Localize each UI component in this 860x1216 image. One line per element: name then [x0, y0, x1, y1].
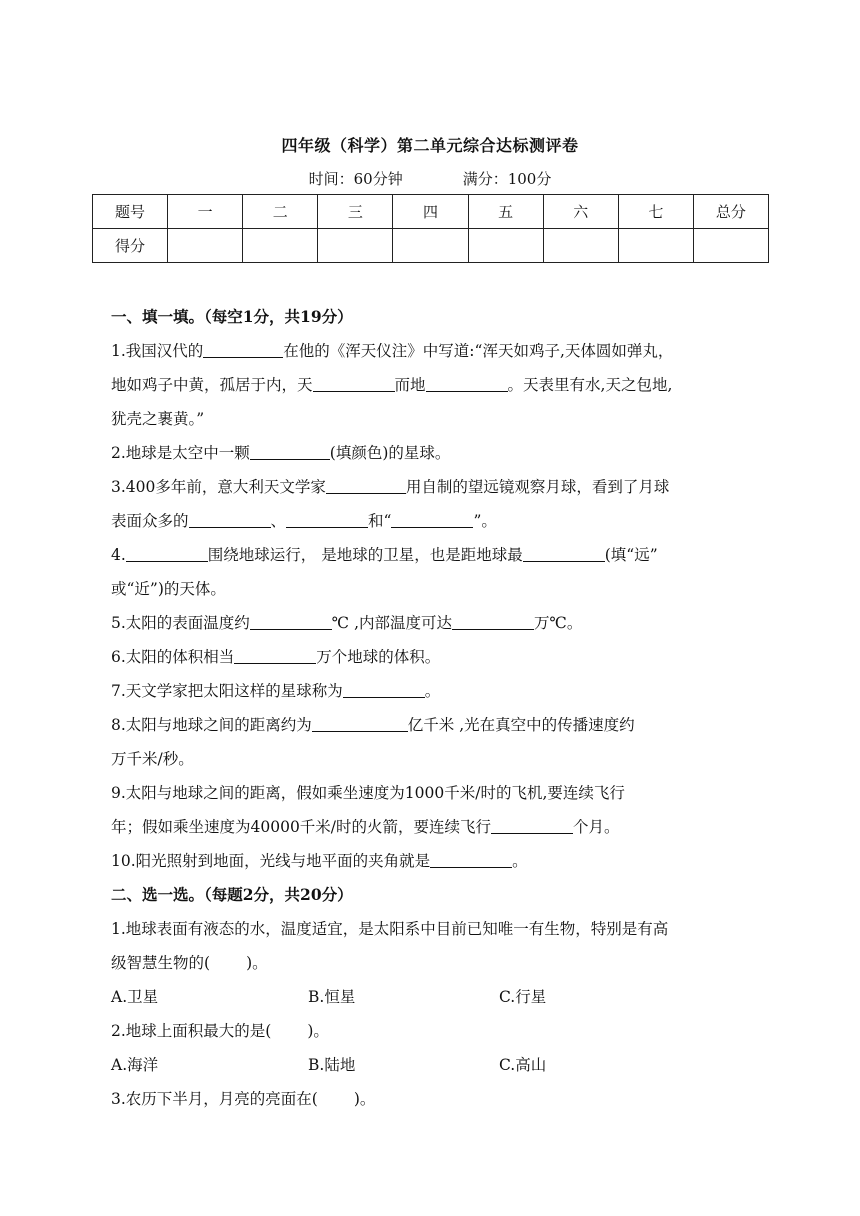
question-text: 年；假如乘坐速度为40000千米/时的火箭，要连续飞行 — [111, 818, 492, 836]
question-line — [111, 1082, 751, 1116]
question-text: 犹壳之裹黄。” — [111, 410, 205, 428]
question-text: 3.农历下半月，月亮的亮面在( — [111, 1090, 318, 1108]
question-line — [111, 334, 751, 368]
question-text: 万℃。 — [534, 614, 583, 632]
question-text: ”。 — [473, 512, 497, 530]
answer-blank[interactable] — [250, 611, 332, 630]
answer-blank[interactable] — [491, 815, 573, 834]
question-line — [111, 844, 751, 878]
question-text: (填“远” — [604, 546, 658, 564]
question-text: 1.我国汉代的 — [111, 342, 204, 360]
question-text: 级智慧生物的( — [111, 954, 211, 972]
answer-blank[interactable] — [452, 611, 534, 630]
question-text: )。 — [353, 1090, 376, 1108]
question-text: 5.太阳的表面温度约 — [111, 614, 250, 632]
answer-blank[interactable] — [126, 543, 208, 562]
question-line — [111, 1014, 751, 1048]
question-text: 而地 — [394, 376, 426, 394]
question-line — [111, 640, 751, 674]
question-line — [111, 368, 751, 402]
question-text: 。 — [512, 852, 528, 870]
score-row-label: 得分 — [93, 229, 168, 263]
score-table-score-row — [93, 229, 769, 263]
answer-blank[interactable] — [430, 849, 512, 868]
score-input-cell[interactable] — [618, 229, 693, 263]
question-text: 或“近”)的天体。 — [111, 580, 226, 598]
answer-blank[interactable] — [250, 441, 330, 460]
question-text: 2.地球上面积最大的是( — [111, 1022, 272, 1040]
answer-blank[interactable] — [523, 543, 605, 562]
section-title: 一、填一填。（每空1分，共19分） — [111, 307, 353, 326]
answer-blank[interactable] — [313, 373, 395, 392]
question-line — [111, 742, 751, 776]
question-text: 。天表里有水,天之包地, — [507, 376, 673, 394]
answer-blank[interactable] — [286, 509, 368, 528]
question-text: 10.阳光照射到地面，光线与地平面的夹角就是 — [111, 852, 431, 870]
question-text: 9.太阳与地球之间的距离，假如乘坐速度为1000千米/时的飞机,要连续飞行 — [111, 784, 625, 802]
question-text: 表面众多的 — [111, 512, 189, 530]
answer-blank[interactable] — [426, 373, 508, 392]
score-table-cell: 二 — [243, 195, 318, 229]
option-row — [111, 980, 751, 1014]
answer-blank[interactable] — [203, 339, 283, 358]
score-input-cell[interactable] — [693, 229, 768, 263]
question-line — [111, 436, 751, 470]
score-table-cell: 五 — [468, 195, 543, 229]
score-table-cell: 一 — [168, 195, 243, 229]
question-text: (填颜色)的星球。 — [329, 444, 451, 462]
question-text: 万千米/秒。 — [111, 750, 194, 768]
score-table-cell: 总分 — [693, 195, 768, 229]
question-text: 在他的《浑天仪注》中写道:“浑天如鸡子,天体圆如弹丸， — [283, 342, 674, 360]
exam-full-score: 满分：100分 — [462, 170, 552, 188]
question-text: 。 — [424, 682, 441, 700]
score-table — [92, 194, 769, 263]
question-text: 、 — [270, 512, 287, 530]
question-line — [111, 708, 751, 742]
question-text: 万个地球的体积。 — [316, 648, 441, 666]
answer-blank[interactable] — [189, 509, 271, 528]
question-text: 亿千米 ,光在真空中的传播速度约 — [407, 716, 635, 734]
score-table-cell: 七 — [618, 195, 693, 229]
answer-blank[interactable] — [312, 713, 408, 732]
exam-content — [111, 300, 751, 1116]
section-title: 二、选一选。（每题2分，共20分） — [111, 885, 353, 904]
option-b[interactable]: B.恒星 — [308, 988, 356, 1006]
question-line — [111, 470, 751, 504]
question-text: 和“ — [368, 512, 392, 530]
question-line — [111, 912, 751, 946]
exam-time: 时间：60分钟 — [308, 170, 403, 188]
question-text: )。 — [307, 1022, 329, 1040]
question-line — [111, 946, 751, 980]
question-text: 3.400多年前，意大利天文学家 — [111, 478, 326, 496]
question-text: 用自制的望远镜观察月球，看到了月球 — [405, 478, 670, 496]
question-line — [111, 538, 751, 572]
question-line — [111, 402, 751, 436]
question-text: )。 — [246, 954, 268, 972]
question-line — [111, 504, 751, 538]
score-table-cell: 三 — [318, 195, 393, 229]
question-text: 1.地球表面有液态的水，温度适宜，是太阳系中目前已知唯一有生物，特别是有高 — [111, 920, 669, 938]
question-text: 8.太阳与地球之间的距离约为 — [111, 716, 312, 734]
question-text: 围绕地球运行， 是地球的卫星，也是距地球最 — [207, 546, 523, 564]
answer-blank[interactable] — [234, 645, 316, 664]
score-input-cell[interactable] — [468, 229, 543, 263]
question-text: 6.太阳的体积相当 — [111, 648, 235, 666]
score-input-cell[interactable] — [318, 229, 393, 263]
option-row — [111, 1048, 751, 1082]
option-b[interactable]: B.陆地 — [308, 1056, 356, 1074]
question-line — [111, 810, 751, 844]
score-table-header-row — [93, 195, 769, 229]
exam-title: 四年级（科学）第二单元综合达标测评卷 — [281, 136, 579, 155]
score-input-cell[interactable] — [393, 229, 468, 263]
answer-blank[interactable] — [391, 509, 473, 528]
option-c[interactable]: C.高山 — [499, 1056, 547, 1074]
question-text: 地如鸡子中黄，孤居于内，天 — [111, 376, 313, 394]
question-line — [111, 572, 751, 606]
exam-meta — [0, 168, 860, 189]
question-text: 个月。 — [573, 818, 620, 836]
score-table-cell: 题号 — [93, 195, 168, 229]
option-a[interactable]: A.卫星 — [111, 988, 159, 1006]
question-text: 4. — [111, 546, 126, 564]
answer-blank[interactable] — [326, 475, 406, 494]
score-input-cell[interactable] — [243, 229, 318, 263]
score-table-cell: 六 — [543, 195, 618, 229]
question-text: 7.天文学家把太阳这样的星球称为 — [111, 682, 343, 700]
question-line — [111, 674, 751, 708]
option-a[interactable]: A.海洋 — [111, 1056, 159, 1074]
question-line — [111, 606, 751, 640]
score-input-cell[interactable] — [168, 229, 243, 263]
score-table-cell: 四 — [393, 195, 468, 229]
question-text: 2.地球是太空中一颗 — [111, 444, 250, 462]
question-text: ℃ ,内部温度可达 — [331, 614, 452, 632]
answer-blank[interactable] — [343, 679, 425, 698]
question-line — [111, 776, 751, 810]
score-input-cell[interactable] — [543, 229, 618, 263]
option-c[interactable]: C.行星 — [499, 988, 547, 1006]
